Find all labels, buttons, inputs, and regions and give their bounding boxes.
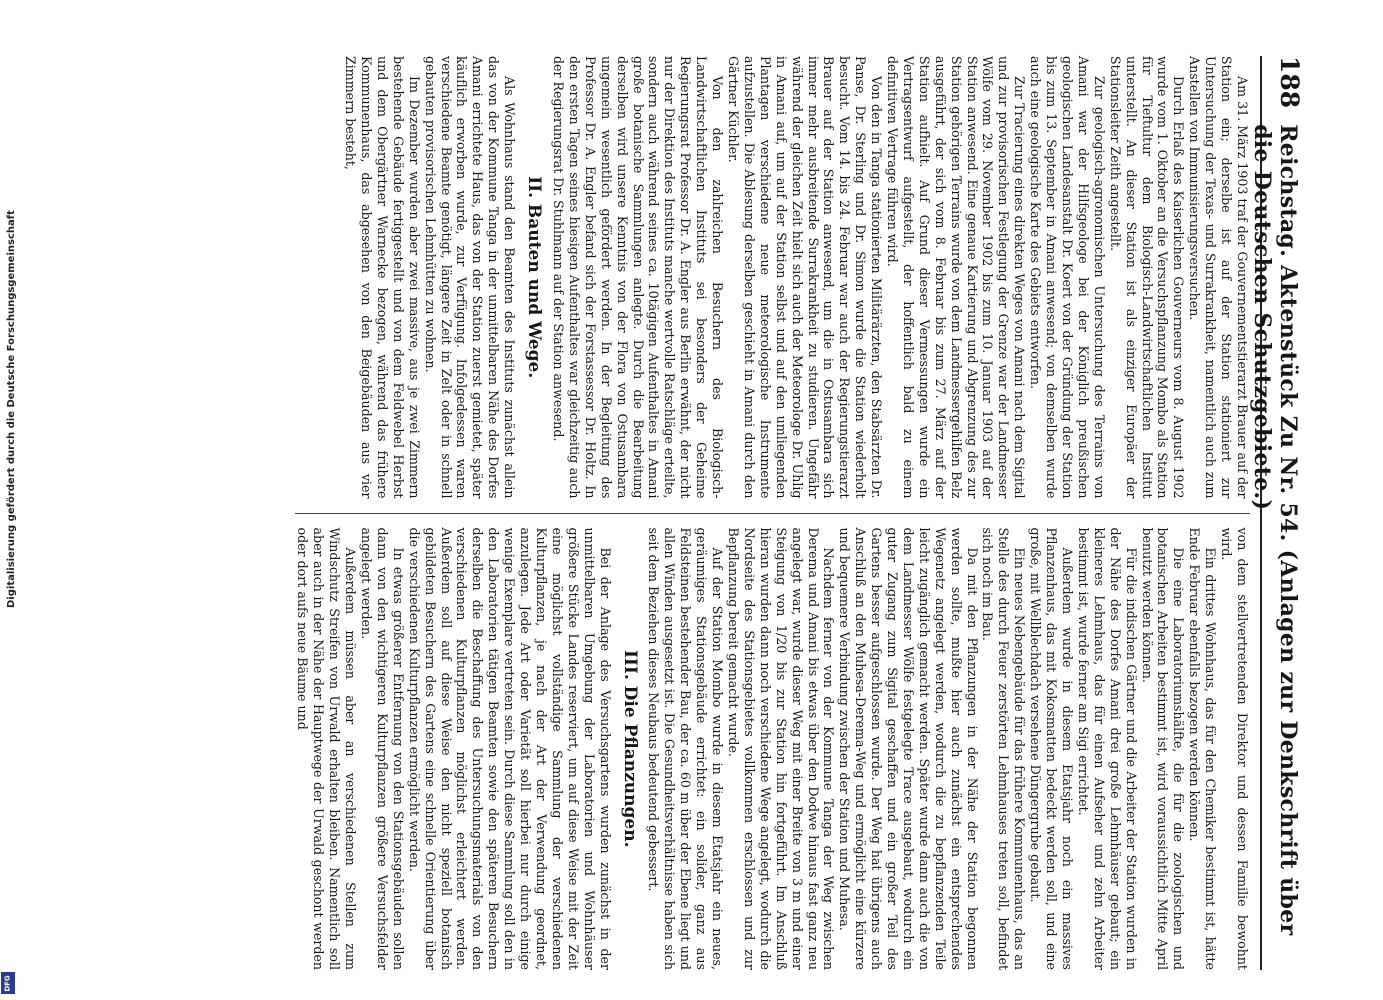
paragraph: Für die indischen Gärtner und die Arbeiter der Station wurden in der Nähe des Dorfes Amani drei große Lehmhäuser gebaut; ein kleineres Lehmhaus, das für einen Aufseher und zehn Arbeiter bestimmt ist, wurde ferner am Sigi errichtet. — [1075, 527, 1139, 970]
paragraph: Zur geologisch-agronomischen Untersuchung des Terrains von Amani war der Hilfsgeologe bei der Königlich preußischen geologischen Landesanstalt Dr. Koert von der Gründung der Station bis zum 13. September in Amani anwesend; von demselben wurde auch eine geologische Karte des Gebiets entworfen. — [1028, 56, 1107, 499]
paragraph: Außerdem müssen aber an verschiedenen Stellen zum Windschutz Streifen von Urwald erhalten bleiben. Namentlich soll aber auch in der Nähe der Hauptwege der Urwald geschont werden oder dort aufs neue Bäume und — [295, 527, 359, 970]
paragraph: Von den zahlreichen Besuchern des Biologisch-Landwirtschaftlichen Instituts sei besonders der Geheime Regierungsrat Professor Dr. A. Engler aus Berlin erwähnt, der nicht nur der Direktion des Instituts manche wertvolle Ratschläge erteilte, sondern auch während seines ca. 10tägigen Aufenthaltes in Amani große botanische Sammlungen anlegte. Durch die Bearbeitung derselben wird unsere Kenntnis von der Flora von Ostusambara ungemein wesentlich gefördert werden. In der Begleitung des Professor Dr. A. Engler befand sich der Forstassessor Dr. Holtz. In den ersten Tagen seines hiesigen Aufenthaltes war gleichzeitig auch der Regierungsrat Dr. Stuhlmann auf der Station anwesend. — [551, 56, 726, 499]
section-heading: II. Bauten und Wege. — [524, 176, 545, 379]
paragraph: Die eine Laboratoriumshälfte, die für die zoologischen und botanischen Arbeiten bestimmt ist, wird voraussichtlich Mitte April benutzt werden können. — [1139, 527, 1187, 970]
paragraph: Auf der Station Mombo wurde in diesem Etatsjahr ein neues, geräumiges Stationsgebäude errichtet: ein solider, ganz aus Feldsteinen bestehender Bau, der ca. 60 m über der Ebene liegt und allen Winden ausgesetzt ist. Die Gesundheitsverhältnisse haben sich seit dem Beziehen dieses Neubaus bedeutend gebessert. — [646, 527, 726, 970]
running-header — [1249, 56, 1304, 970]
dfg-logo — [1, 972, 15, 994]
paragraph: Bei der Anlage des Versuchsgartens wurden zunächst in der unmittelbaren Umgebung der Laboratorien und Wohnhäuser größere Stücke Landes reserviert, um auf diese Weise mit der Zeit eine möglichst vollständige Sammlung der verschiedenen Kulturpflanzen, je nach der Art der Verwendung geordnet, anzulegen. Jede Art oder Varietät soll hierbei nur durch einige wenige Exemplare vertreten sein. Durch diese Sammlung soll den in den Laboratorien tätigen Beamten sowie den späteren Besuchern derselben die Beschaffung des Untersuchungsmaterials von den verschiedenen Kulturpflanzen möglichst erleichtert werden. Außerdem soll auf diese Weise den nicht speziell botanisch gebildeten Besuchern des Gartens eine schnelle Orientierung über die verschiedenen Kulturpflanzen ermöglicht werden. — [406, 527, 613, 970]
digitization-credit: Digitalisierung gefördert durch die Deutsche Forschungsgemeinschaft — [6, 210, 17, 608]
dfg-logo-text: DFG — [3, 974, 12, 992]
paragraph: Am 31. März 1903 traf der Gouvernementstierarzt Brauer auf der Station ein; derselbe ist auf der Station stationiert zur Untersuchung der Texas- und Surrakrankheit, namentlich auch zum Anstellen von Immunisierungsversuchen. — [1187, 56, 1250, 499]
paragraph: Nachdem ferner von der Kommune Tanga der Weg zwischen Derema und Amani bis etwas über den Dodwe hinaus fast ganz neu angelegt war, wurde dieser Weg mit einer Breite von 3 m und einer Steigung von 1/20 bis zur Station hin fortgeführt. Im Anschluß hieran wurden dann noch verschiedene Wege angelegt, wodurch die Nordseite des Stationsgebietes vollkommen erschlossen und zur Bepflanzung bereit gemacht wurde. — [726, 527, 837, 970]
paragraph: Im Dezember wurden aber zwei massive, aus je zwei Zimmern bestehende Gebäude fertiggestellt und von dem Feldwebel Herbst und dem Obergärtner Warnecke bezogen, während das frühere Kommunenhaus, das abgesehen von den Beigebäuden aus vier Zimmern besteht, — [343, 56, 422, 499]
document-page — [20, 48, 1310, 978]
paragraph: Außerdem wurde in diesem Etatsjahr noch ein massives Pflanzenhaus, das mit Kokosmatten bedeckt werden soll, und eine große, mit Wellblechdach versehene Düngergrube gebaut. — [1028, 527, 1076, 970]
paragraph: Als Wohnhaus stand den Beamten des Instituts zunächst allein das von der Kommune Tanga in der unmittelbaren Nähe des Dorfes Amani errichtete Haus, das von der Station zuerst gemietet, später käuflich erworben wurde, zur Verfügung. Infolgedessen waren verschiedene Beamte genötigt, längere Zeit in Zelt oder in schnell gebauten provisorischen Lehmhütten zu wohnen. — [422, 56, 518, 499]
paragraph: Von den in Tanga stationierten Militärärzten, den Stabsärzten Dr. Panse, Dr. Sterling und Dr. Simon wurde die Station wiederholt besucht. Vom 14. bis 24. Februar war auch der Regierungstierarzt Brauer auf der Station anwesend, um die in Ostusambara sich immer mehr ausbreitende Surrakrankheit zu studieren. Ungefähr während der gleichen Zeit hielt sich auch der Meteorologe Dr. Uhlig in Amani auf, um auf der Station selbst und auf den umliegenden Plantagen verschiedene neue meteorologische Instrumente aufzustellen. Die Ablesung derselben geschieht in Amani durch den Gärtner Küchler. — [726, 56, 885, 499]
paragraph: Zur Tracierung eines direkten Weges von Amani nach dem Sigital und zur provisorischen Festlegung der Grenze war der Landmesser Wölfe vom 29. November 1902 bis zum 10. Januar 1903 auf der Station anwesend. Eine genaue Kartierung und Abgrenzung des zur Station gehörigen Terrains wurde von dem Landmessergehilfen Belz ausgeführt, der sich vom 8. Februar bis zum 27. März auf der Station aufhielt. Auf Grund dieser Vermessungen wurde ein Vertragsentwurf aufgestellt, der hoffentlich bald zu einem definitiven Vertrage führen wird. — [885, 56, 1028, 499]
paragraph: von dem stellvertretenden Direktor und dessen Familie bewohnt wird. — [1219, 527, 1250, 970]
paragraph: Da mit den Pflanzungen in der Nähe der Station begonnen werden sollte, mußte hier auch zunächst ein entsprechendes Wegenetz angelegt werden, wodurch die zu bepflanzenden Teile leicht zugänglich gemacht werden. Später wurde dann auch die von dem Landmesser Wölfe festgelegte Trace ausgebaut, wodurch ein guter Zugang zum Sigital geschaffen und ein großer Teil des Gartens besser aufgeschlossen wurde. Der Weg hat übrigens auch Anschluß an den Muhesa-Derema-Weg und ermöglicht eine kürzere und bequemere Verbindung zwischen der Station und Muhesa. — [837, 527, 980, 970]
page-number: 188 — [1275, 56, 1304, 109]
section-heading: III. Die Pflanzungen. — [619, 649, 640, 848]
right-column — [295, 514, 1250, 971]
left-column — [295, 56, 1250, 514]
paragraph: In etwas größerer Entfernung von den Stationsgebäuden sollen dann von den wichtigeren Kulturpflanzen größere Versuchsfelder angelegt werden. — [359, 527, 406, 970]
text-columns — [295, 56, 1250, 970]
paragraph: Ein neues Nebengebäude für das frühere Kommunenhaus, das an Stelle des durch Feuer zerstörten Lehmhauses treten soll, befindet sich noch im Bau. — [980, 527, 1028, 970]
paragraph: Durch Erlaß des Kaiserlichen Gouverneurs vom 8. August 1902 wurde vom 1. Oktober an die Versuchspflanzung Mombo als Station für Tieftultur dem Biologisch-Landwirtschaftlichen Institut unterstellt. An dieser Station ist als einziger Europäer der Stationsleiter Zeith angestellt. — [1107, 56, 1187, 499]
paragraph: Ein drittes Wohnhaus, das für den Chemiker bestimmt ist, hätte Ende Februar ebenfalls bezogen werden können. — [1187, 527, 1219, 970]
header-title: Reichstag. Aktenstück Zu Nr. 54. (Anlagen zur Denkschrift über die Deutschen Schutzgebiete.) — [1249, 124, 1301, 936]
